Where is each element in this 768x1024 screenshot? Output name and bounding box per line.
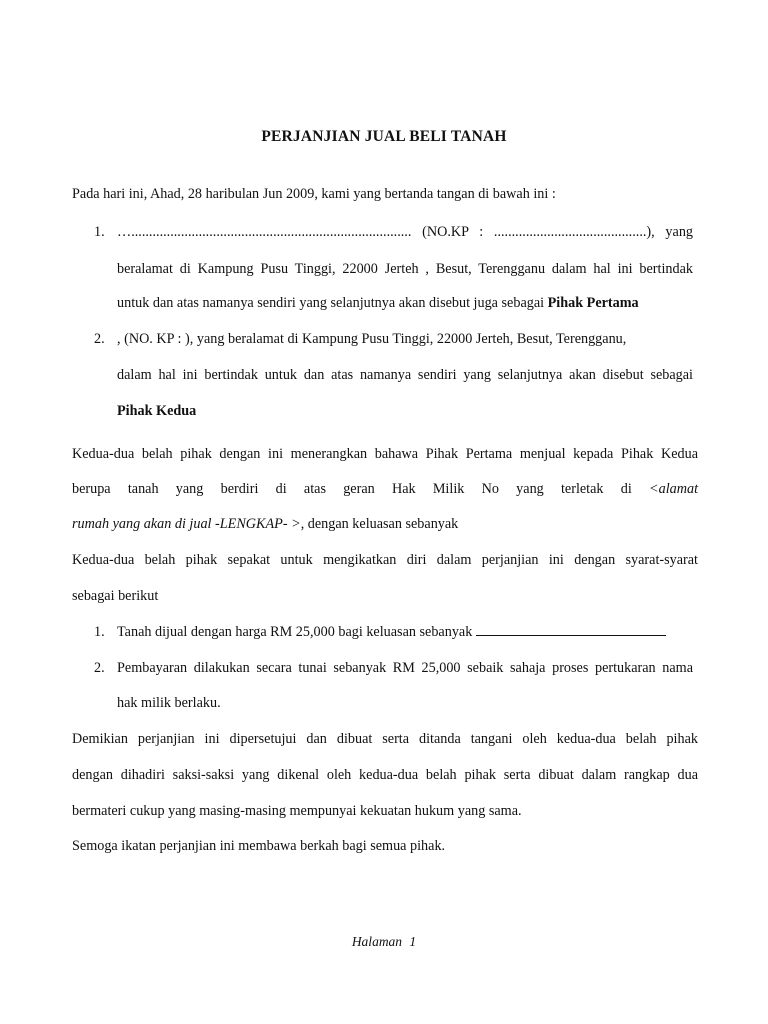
address-placeholder: rumah yang akan di jual -LENGKAP- > — [72, 516, 301, 532]
party-2-line-1: , (NO. KP : ), yang beralamat di Kampung Pusu Tinggi, 22000 Jerteh, Besut, Terengganu, — [117, 331, 627, 347]
party-1-line-3-text: untuk dan atas namanya sendiri yang selanjutnya akan disebut juga sebagai — [117, 295, 548, 311]
para-2-line-2: sebagai berikut — [72, 588, 159, 604]
party-1-number: 1. — [94, 224, 105, 240]
para-1-line-3-rest: , dengan keluasan sebanyak — [300, 516, 459, 532]
para-1-line-2-a: berupa tanah yang berdiri di atas geran Hak Milik No — [72, 481, 499, 497]
para-3-line-2: dengan dihadiri saksi-saksi yang dikenal oleh kedua-dua belah pihak serta dibuat dalam rangkap dua — [72, 767, 698, 783]
party-2-label: Pihak Kedua — [117, 403, 197, 419]
page-number: Halaman 1 — [351, 934, 417, 949]
para-1-line-2-c: <alamat — [649, 481, 699, 497]
party-1-ic-blank: (NO.KP : ...........................................), — [422, 224, 655, 240]
document-title: PERJANJIAN JUAL BELI TANAH — [261, 128, 507, 145]
party-2-line-2: dalam hal ini bertindak untuk dan atas namanya sendiri yang selanjutnya akan disebut sebagai — [117, 367, 693, 383]
party-1-line-3 — [117, 295, 639, 312]
para-1-line-2 — [72, 481, 698, 498]
term-1-text: Tanah dijual dengan harga RM 25,000 bagi keluasan sebanyak — [117, 624, 473, 640]
party-1-name-blank: …............................................................................... — [117, 224, 412, 240]
party-1-line-1-end: yang — [665, 224, 694, 240]
party-1-line-1 — [117, 224, 693, 241]
para-3-line-1: Demikian perjanjian ini dipersetujui dan dibuat serta ditanda tangani oleh kedua-dua belah pihak — [72, 731, 698, 747]
para-3-line-3: bermateri cukup yang masing-masing mempunyai kekuatan hukum yang sama. — [72, 803, 522, 819]
intro-text: Pada hari ini, Ahad, 28 haribulan Jun 2009, kami yang bertanda tangan di bawah ini : — [72, 186, 556, 202]
party-1-line-2: beralamat di Kampung Pusu Tinggi, 22000 Jerteh , Besut, Terengganu dalam hal ini bertindak — [117, 261, 693, 277]
closing-text: Semoga ikatan perjanjian ini membawa berkah bagi semua pihak. — [72, 838, 446, 854]
para-2-line-1: Kedua-dua belah pihak sepakat untuk mengikatkan diri dalam perjanjian ini dengan syarat-syarat — [72, 552, 698, 568]
party-1-label: Pihak Pertama — [547, 295, 639, 311]
party-2-number: 2. — [94, 331, 105, 347]
term-2-line-2: hak milik berlaku. — [117, 695, 221, 711]
para-1-line-1: Kedua-dua belah pihak dengan ini menerangkan bahawa Pihak Pertama menjual kepada Pihak Kedua — [72, 446, 698, 462]
para-1-line-2-b: yang terletak di — [516, 481, 632, 497]
term-2-line-1: Pembayaran dilakukan secara tunai sebanyak RM 25,000 sebaik sahaja proses pertukaran nama — [117, 660, 693, 676]
area-blank — [476, 625, 666, 636]
para-1-line-3 — [72, 516, 458, 533]
term-2-number: 2. — [94, 660, 105, 676]
term-1-number: 1. — [94, 624, 105, 640]
term-1-line-1 — [117, 624, 666, 641]
